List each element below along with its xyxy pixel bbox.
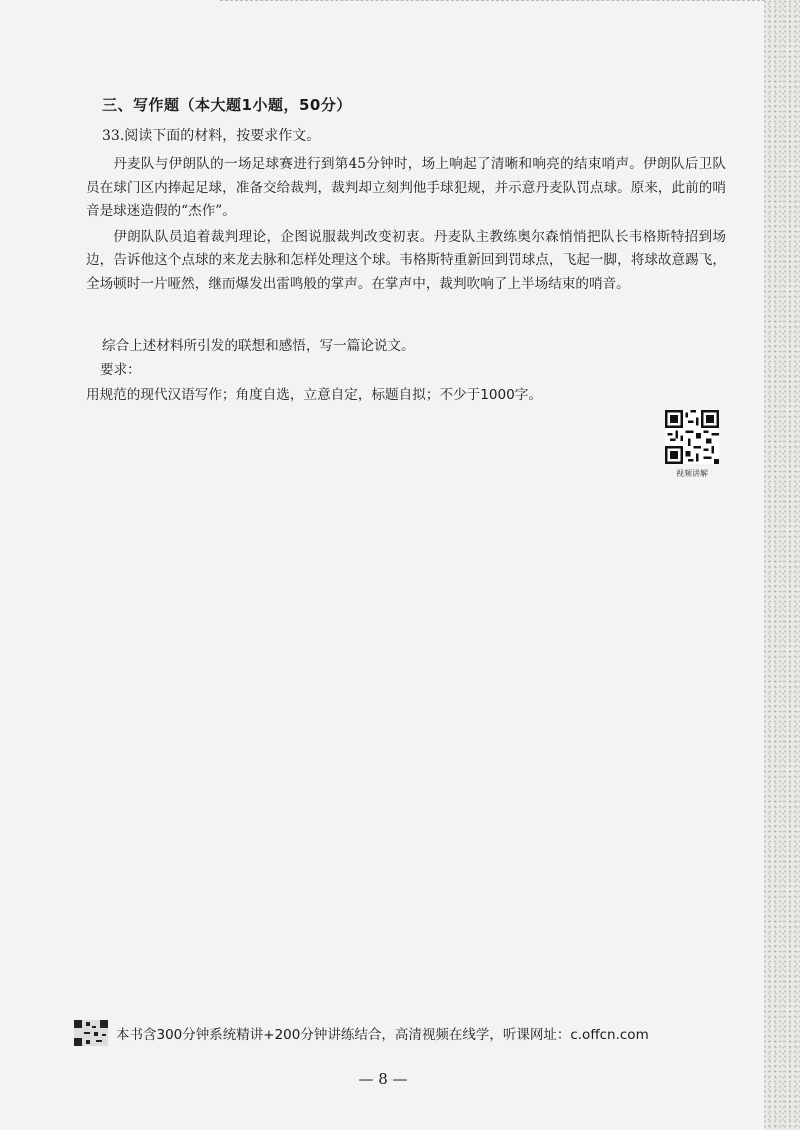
requirements-text: 用规范的现代汉语写作；角度自选，立意自定，标题自拟；不少于1000字。 — [86, 387, 542, 403]
material-paragraph-1: 丹麦队与伊朗队的一场足球赛进行到第45分钟时，场上响起了清晰和响亮的结束哨声。伊朗队后卫队员在球门区内捧起足球，准备交给裁判，裁判却立刻判他手球犯规，并示意丹麦队罚点球。原来，此前的哨音是球迷造假的“杰作”。 — [86, 156, 726, 219]
small-qr-icon — [74, 1020, 108, 1046]
qr-code-icon[interactable] — [665, 410, 719, 464]
page-number: — 8 — — [358, 1070, 408, 1088]
question-title: 33.阅读下面的材料，按要求作文。 — [102, 128, 321, 144]
footer-banner-text: 本书含300分钟系统精讲+200分钟讲练结合，高清视频在线学，听课网址：c.offcn.com — [116, 1027, 649, 1043]
scan-edge-top — [220, 0, 780, 7]
reading-material — [86, 153, 726, 296]
video-qr-block — [664, 410, 720, 479]
writing-prompt: 综合上述材料所引发的联想和感悟，写一篇论说文。 — [102, 338, 415, 354]
scan-edge-right — [764, 0, 800, 1130]
qr-caption: 视频讲解 — [676, 469, 708, 478]
material-paragraph-2: 伊朗队队员追着裁判理论，企图说服裁判改变初衷。丹麦队主教练奥尔森悄悄把队长韦格斯特招到场边，告诉他这个点球的来龙去脉和怎样处理这个球。韦格斯特重新回到罚球点，飞起一脚，将球故意踢飞，全场顿时一片哑然，继而爆发出雷鸣般的掌声。在掌声中，裁判吹响了上半场结束的哨音。 — [86, 228, 726, 292]
requirements-label: 要求： — [100, 362, 141, 378]
footer-banner — [74, 1018, 714, 1048]
section-heading: 三、写作题（本大题1小题，50分） — [102, 96, 352, 114]
